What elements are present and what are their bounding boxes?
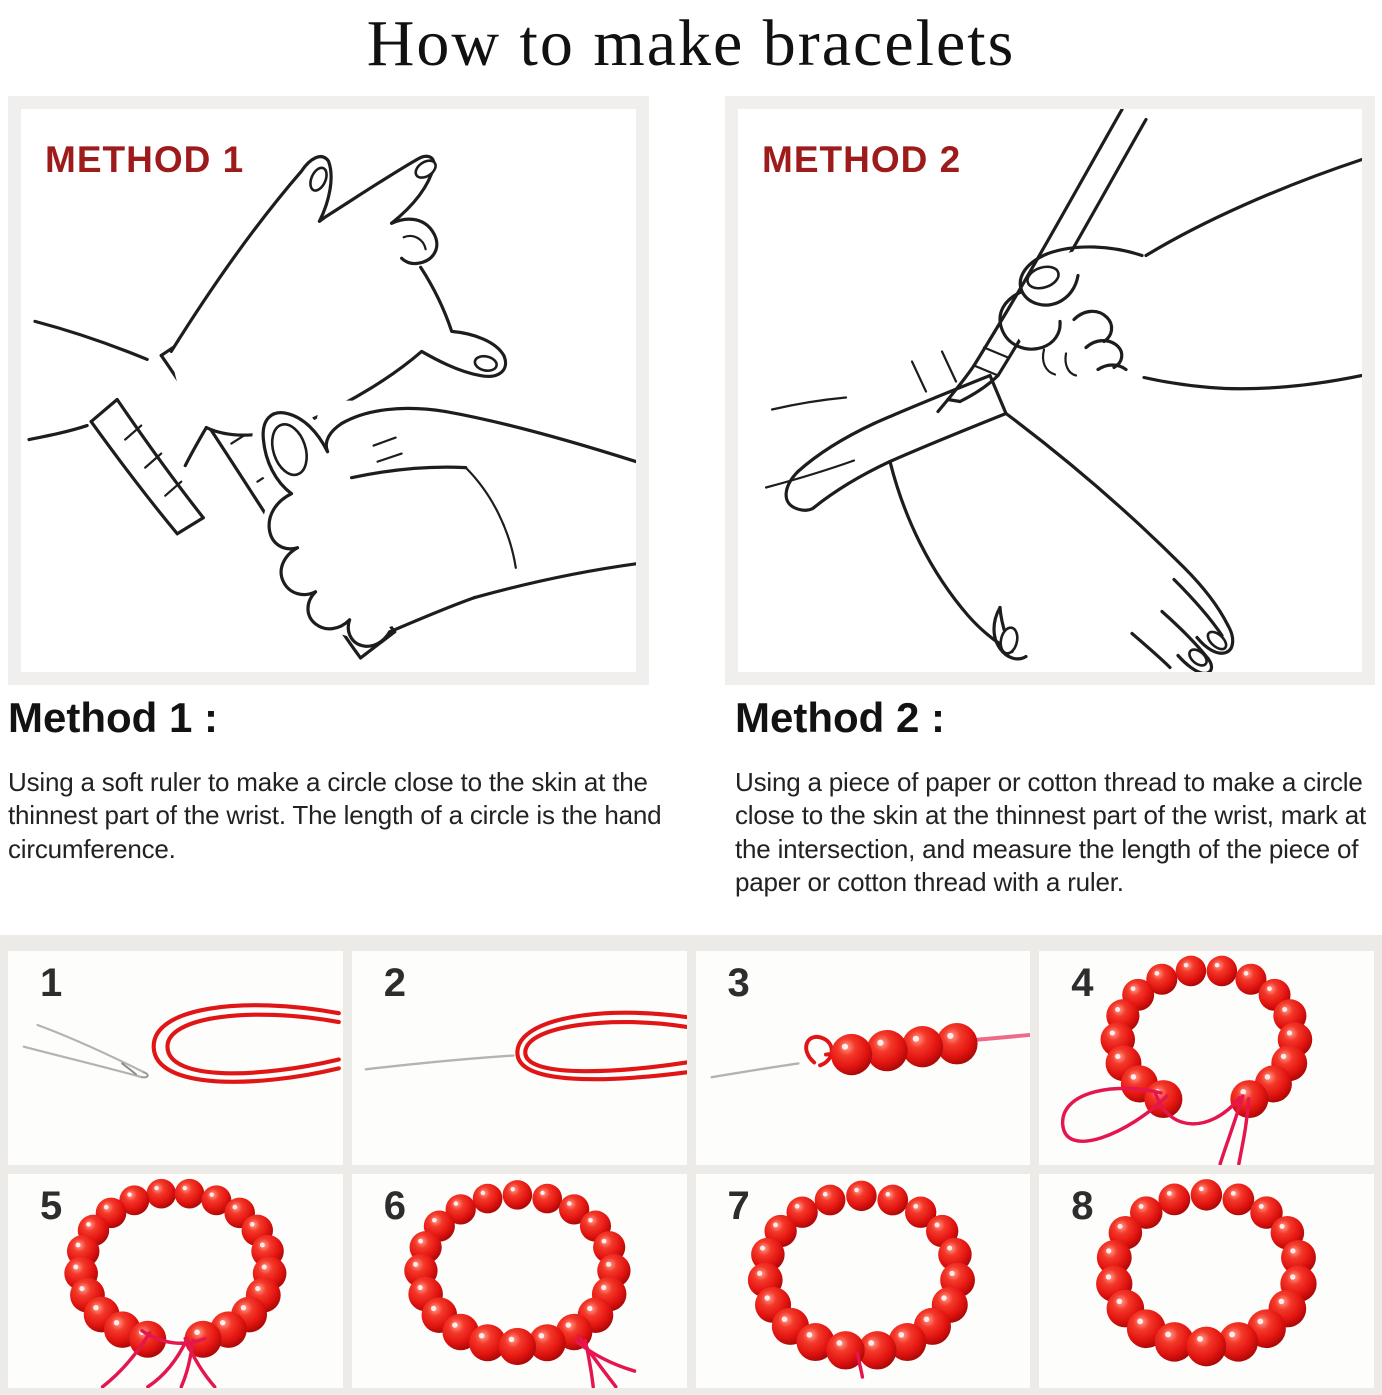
method-2-illustration	[738, 109, 1362, 672]
writing-hand-line-art	[1000, 160, 1362, 392]
method-1-box-label: METHOD 1	[45, 139, 245, 180]
method-2-heading: Method 2 :	[735, 694, 945, 741]
steps-grid	[0, 935, 1382, 1395]
step-cell-4	[1039, 951, 1374, 1165]
step-cell-6	[352, 1174, 687, 1388]
method-2-box-label: METHOD 2	[762, 139, 962, 180]
method-2-panel	[725, 96, 1375, 685]
step-number: 3	[727, 961, 750, 1005]
step-cell-7	[696, 1174, 1031, 1388]
step-cell-5	[8, 1174, 343, 1388]
step-number: 5	[40, 1184, 63, 1228]
method-1-illustration	[21, 109, 636, 672]
step-cell-2	[352, 951, 687, 1165]
step-cell-3	[696, 951, 1031, 1165]
forearm-lines	[29, 321, 147, 439]
method-2-text-block	[735, 694, 1382, 899]
step-number: 1	[40, 961, 63, 1005]
step-number: 4	[1071, 961, 1094, 1005]
method-1-description: Using a soft ruler to make a circle close to the skin at the thinnest part of the wrist. The length of a circle is the hand circumference.	[8, 767, 662, 864]
step-number: 2	[383, 961, 406, 1005]
paper-strip-icon	[766, 352, 1006, 511]
step-number: 6	[383, 1184, 406, 1228]
page-title: How to make bracelets	[366, 7, 1016, 80]
method-2-description: Using a piece of paper or cotton thread to make a circle close to the skin at the thinnest part of the wrist, mark at the intersection, and measure the length of the piece of paper or cotton thread with a ruler.	[735, 767, 1367, 897]
step-cell-1	[8, 951, 343, 1165]
measured-hand-line-art	[890, 414, 1233, 673]
method-1-text-block	[8, 694, 663, 866]
gripping-hand-line-art	[240, 393, 636, 647]
method-1-heading: Method 1 :	[8, 694, 218, 741]
step-number: 8	[1071, 1184, 1094, 1228]
method-1-panel	[8, 96, 649, 685]
step-number: 7	[727, 1184, 750, 1228]
step-cell-8	[1039, 1174, 1374, 1388]
